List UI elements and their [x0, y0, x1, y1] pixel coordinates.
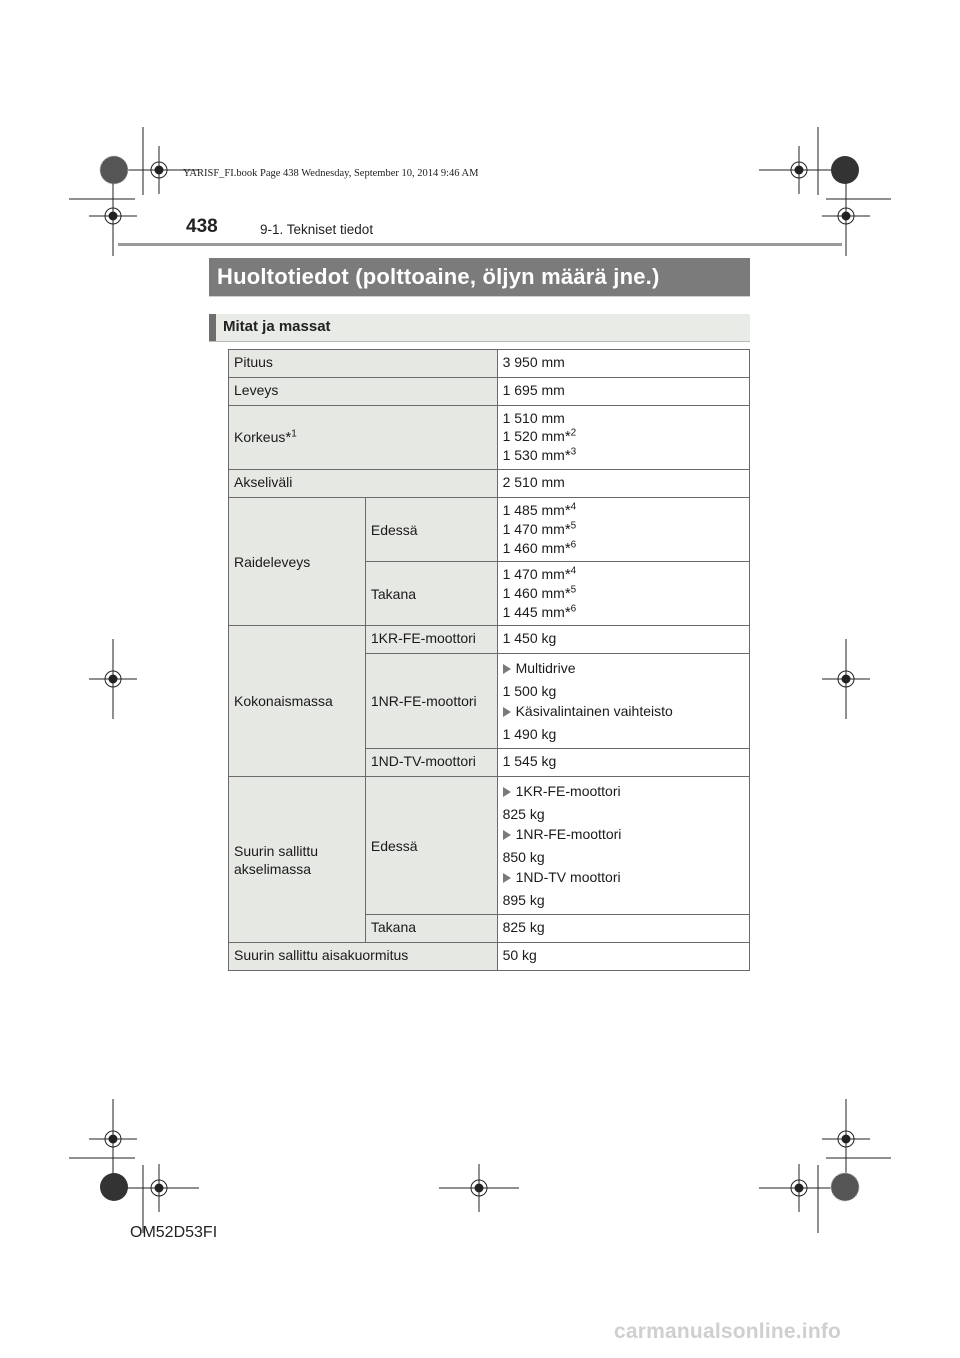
footnote-number: 2 [570, 427, 577, 439]
document-code: OM52D53FI [130, 1224, 218, 1241]
value-line [503, 409, 744, 427]
option-value: 850 kg [502, 849, 545, 865]
row-label: Leveys [229, 378, 498, 406]
option-name: 1ND-TV moottori [515, 869, 621, 885]
value-text: 1 530 mm [502, 447, 565, 463]
row-value [497, 562, 749, 626]
sub-label: Takana [365, 915, 497, 943]
subsection-title: Mitat ja massat [223, 318, 331, 335]
table-row [229, 777, 750, 915]
watermark: carmanualsonline.info [614, 1320, 842, 1343]
chapter-title: 9-1. Tekniset tiedot [260, 222, 374, 237]
row-value [497, 654, 749, 749]
value-text: 1 445 mm [502, 604, 565, 620]
label-line: Suurin sallittu [234, 842, 319, 859]
row-label: Suurin sallittu aisakuormitus [229, 943, 498, 971]
footnote-number: 5 [570, 584, 577, 596]
row-label: Pituus [229, 350, 498, 378]
option-line [503, 868, 744, 886]
sub-label: Edessä [365, 777, 497, 915]
triangle-bullet-icon [503, 787, 511, 797]
row-value [497, 498, 749, 562]
value-line: 1 470 mm*$^4$ [502, 565, 577, 583]
sub-label: 1ND-TV-moottori [365, 749, 497, 777]
row-value: 825 kg [497, 915, 749, 943]
table-row [229, 498, 750, 562]
value-text: 1 520 mm [502, 428, 565, 444]
value-line: 1 460 mm*$^6$ [502, 539, 577, 557]
footnote-number: 3 [570, 446, 577, 458]
row-value: 2 510 mm [497, 470, 749, 498]
korkeus-label: Korkeus [234, 429, 286, 445]
footnote-star: * [285, 429, 292, 446]
triangle-bullet-icon [503, 664, 511, 674]
option-line [503, 702, 744, 720]
value-line: 1 485 mm*$^4$ [502, 501, 577, 519]
sub-label: Takana [365, 562, 497, 626]
value-text: 1 485 mm [502, 502, 565, 518]
table-row [229, 626, 750, 654]
value-text: 1 470 mm [502, 566, 565, 582]
table-row [229, 943, 750, 971]
table-row [229, 378, 750, 406]
option-name: Käsivalintainen vaihteisto [515, 703, 673, 719]
option-line [503, 659, 744, 677]
option-name: 1KR-FE-moottori [515, 783, 621, 799]
option-name: 1NR-FE-moottori [515, 826, 622, 842]
section-title-bar [209, 258, 750, 297]
page-number: 438 [186, 216, 218, 237]
row-value: 50 kg [497, 943, 749, 971]
label-line: akselimassa [234, 860, 312, 877]
row-value [497, 777, 749, 915]
footnote-number: 6 [570, 539, 577, 551]
row-label [229, 777, 366, 943]
option-line [503, 782, 744, 800]
footnote-number: 1 [291, 428, 297, 440]
row-label: Kokonaismassa [229, 626, 366, 777]
value-text: 1 460 mm [502, 540, 565, 556]
value-line: 1 520 mm*$^2$ [502, 427, 577, 445]
sub-label: Edessä [365, 498, 497, 562]
row-value: 1 695 mm [497, 378, 749, 406]
row-label: Raideleveys [229, 498, 366, 626]
triangle-bullet-icon [503, 707, 511, 717]
value-text: 1 460 mm [502, 585, 565, 601]
subsection-bar [209, 314, 750, 342]
row-value: 1 545 kg [497, 749, 749, 777]
sub-label: 1NR-FE-moottori [365, 654, 497, 749]
option-value: 1 500 kg [502, 683, 557, 699]
row-value [497, 406, 749, 470]
option-name: Multidrive [515, 660, 576, 676]
value-line: 1 460 mm*$^5$ [502, 584, 577, 602]
value-text: 1 510 mm [502, 410, 565, 426]
option-value: 895 kg [502, 892, 545, 908]
footnote-number: 5 [570, 520, 577, 532]
value-line: 1 530 mm*$^3$ [502, 446, 577, 464]
row-value: 3 950 mm [497, 350, 749, 378]
dimensions-table [228, 349, 750, 971]
option-value: 825 kg [502, 806, 545, 822]
option-line [503, 825, 744, 843]
option-value: 1 490 kg [502, 726, 557, 742]
table-row [229, 470, 750, 498]
book-meta: YARISF_FI.book Page 438 Wednesday, September 10, 2014 9:46 AM [183, 168, 479, 179]
footnote-number: 4 [570, 501, 577, 513]
table-row [229, 350, 750, 378]
table-row [229, 406, 750, 470]
value-text: 1 470 mm [502, 521, 565, 537]
row-label [229, 406, 498, 470]
section-title: Huoltotiedot (polttoaine, öljyn määrä jne.) [217, 264, 660, 289]
triangle-bullet-icon [503, 873, 511, 883]
footnote-number: 6 [570, 603, 577, 615]
value-line: 1 470 mm*$^5$ [502, 520, 577, 538]
subsection-accent [209, 314, 216, 341]
row-value: 1 450 kg [497, 626, 749, 654]
triangle-bullet-icon [503, 830, 511, 840]
sub-label: 1KR-FE-moottori [365, 626, 497, 654]
footnote-number: 4 [570, 565, 577, 577]
header-rule [118, 243, 842, 246]
value-line: 1 445 mm*$^6$ [502, 603, 577, 621]
row-label: Akseliväli [229, 470, 498, 498]
